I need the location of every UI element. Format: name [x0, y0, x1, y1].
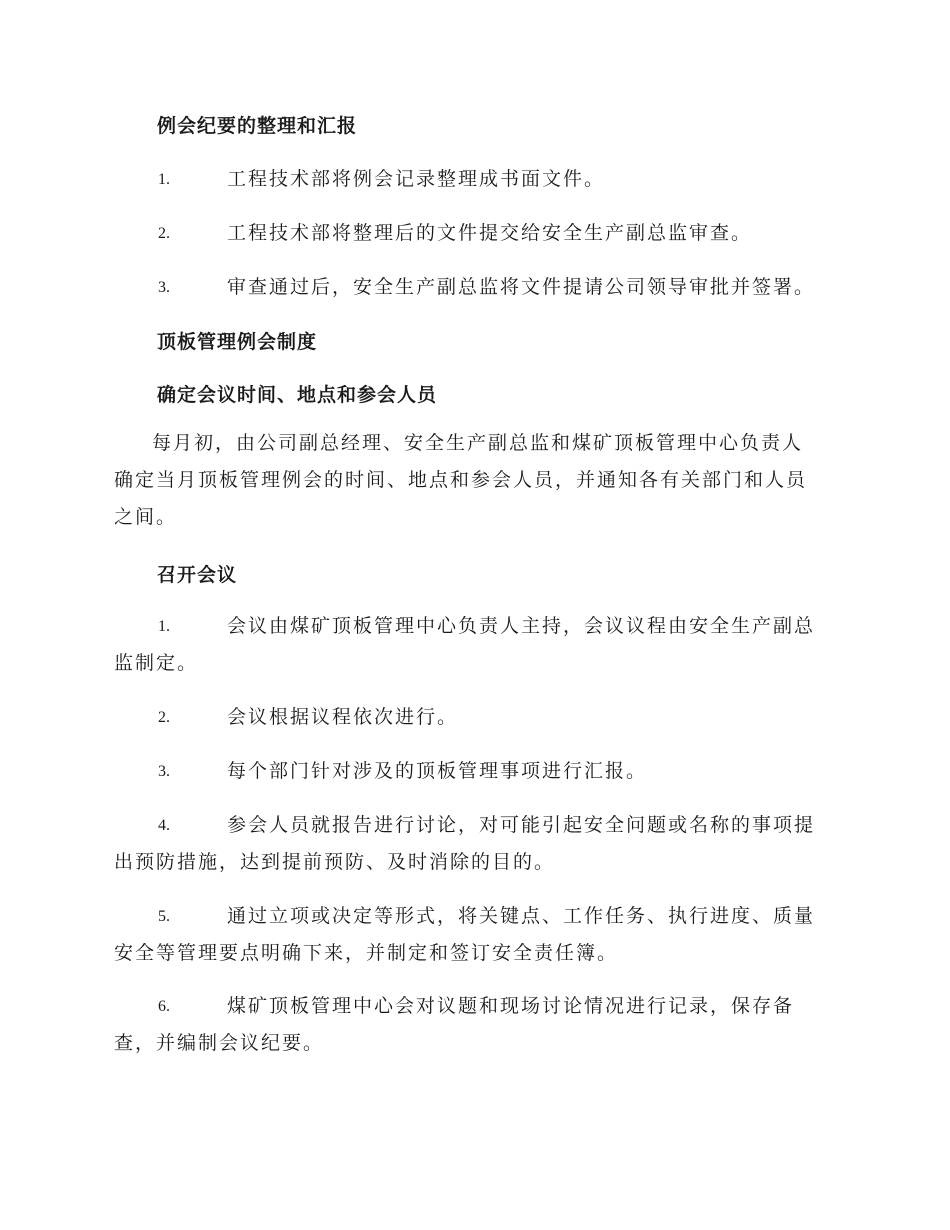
list-number: 3.	[158, 279, 170, 296]
list-item-text: 参会人员就报告进行讨论，对可能引起安全问题或名称的事项提	[227, 814, 816, 836]
list-item-text-continued: 出预防措施，达到提前预防、及时消除的目的。	[114, 851, 556, 873]
list-item	[114, 161, 834, 198]
list-item-text: 煤矿顶板管理中心会对议题和现场讨论情况进行记录，保存备	[227, 995, 795, 1017]
list-number: 4.	[158, 817, 170, 834]
section-heading-hold-meeting: 召开会议	[157, 564, 238, 586]
list-item	[114, 608, 834, 682]
list-item-text: 工程技术部将整理后的文件提交给安全生产副总监审查。	[227, 222, 753, 244]
list-item	[114, 269, 834, 306]
list-item	[114, 753, 834, 790]
section-heading-schedule: 确定会议时间、地点和参会人员	[157, 384, 438, 406]
list-item	[114, 988, 834, 1062]
list-number: 1.	[158, 618, 170, 635]
list-number: 1.	[158, 171, 170, 188]
paragraph-line: 之间。	[114, 506, 178, 528]
paragraph-schedule	[114, 425, 834, 536]
list-number: 6.	[158, 998, 170, 1015]
list-item	[114, 699, 834, 736]
list-item	[114, 215, 834, 252]
list-item	[114, 807, 834, 881]
list-item-text-continued: 安全等管理要点明确下来，并制定和签订安全责任簿。	[114, 942, 619, 964]
list-item-text: 工程技术部将例会记录整理成书面文件。	[227, 168, 606, 190]
section-heading-minutes: 例会纪要的整理和汇报	[157, 115, 358, 137]
section-title-roof-meeting-system: 顶板管理例会制度	[157, 331, 318, 353]
paragraph-line: 确定当月顶板管理例会的时间、地点和参会人员，并通知各有关部门和人员	[114, 469, 808, 491]
list-number: 2.	[158, 225, 170, 242]
list-number: 5.	[158, 908, 170, 925]
list-item-text: 每个部门针对涉及的顶板管理事项进行汇报。	[227, 760, 648, 782]
paragraph-line: 每月初，由公司副总经理、安全生产副总监和煤矿顶板管理中心负责人	[152, 432, 804, 454]
list-item-text: 通过立项或决定等形式，将关键点、工作任务、执行进度、质量	[227, 905, 816, 927]
list-item-text-continued: 查，并编制会议纪要。	[114, 1032, 325, 1054]
list-number: 2.	[158, 709, 170, 726]
list-item-text: 会议由煤矿顶板管理中心负责人主持，会议议程由安全生产副总	[227, 615, 816, 637]
list-item-text: 审查通过后，安全生产副总监将文件提请公司领导审批并签署。	[227, 276, 816, 298]
list-item-text-continued: 监制定。	[114, 652, 199, 674]
list-item	[114, 898, 834, 972]
list-number: 3.	[158, 763, 170, 780]
list-item-text: 会议根据议程依次进行。	[227, 706, 459, 728]
